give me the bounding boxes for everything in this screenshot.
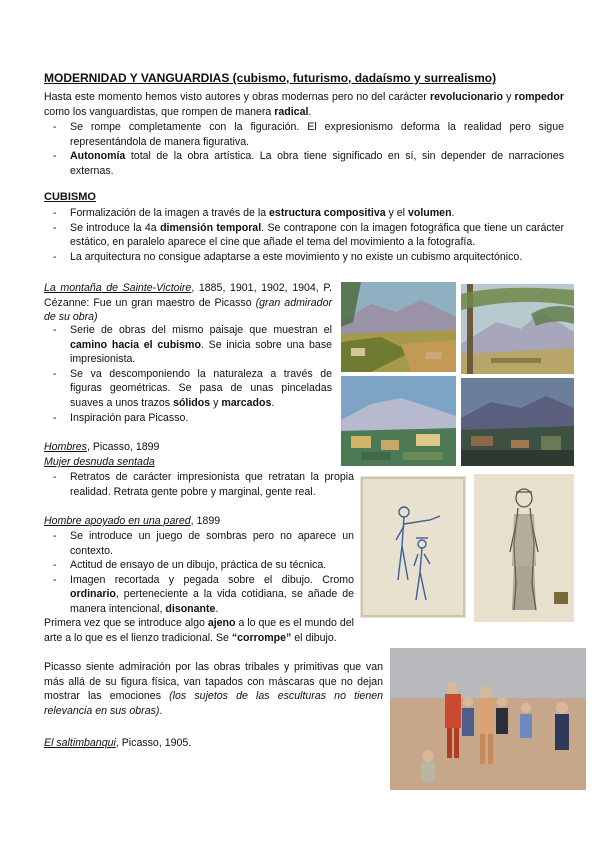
artwork-title: La montaña de Sainte-Victoire — [44, 282, 192, 294]
bold-term: Autonomía — [70, 150, 126, 163]
bold-term: volumen — [407, 207, 452, 219]
item-text: . — [451, 207, 455, 219]
bold-term: ajeno — [207, 617, 236, 629]
bold-term: dimensión temporal — [160, 221, 262, 234]
saltimbanqui-caption — [44, 736, 344, 751]
list-item: - Se rompe completamente con la figuración. El expresionismo deforma la realidad pero sigue representándola de manera figurativa. — [44, 120, 564, 149]
drawing-hombres — [360, 476, 466, 618]
item-text: Imagen recortada y pegada sobre el dibujo. Cromo — [70, 573, 354, 586]
section-heading-cubismo: CUBISMO — [44, 191, 96, 203]
item-text: Se va descomponiendo la naturaleza a través de figuras geométricas. Se pasa de unas pinceladas suaves a unos trazos — [70, 367, 332, 409]
caption-text: , Picasso, 1905. — [115, 737, 192, 749]
intro-text: . — [308, 105, 312, 118]
cubismo-bullet-list — [44, 206, 564, 264]
item-text: y — [210, 396, 222, 409]
item-text: . — [215, 602, 219, 615]
caption-text: , 1899 — [190, 515, 221, 527]
drawing-hombre-apoyado — [474, 474, 574, 622]
paragraph-text: a lo que es el mundo del arte a lo que es el lienzo tradicional. Se — [44, 617, 354, 644]
item-text: , perteneciente a la vida cotidiana, se añade de manera intencional, — [70, 588, 354, 615]
primera-vez-paragraph — [44, 616, 354, 645]
sainte-victoire-bullets — [44, 323, 332, 425]
item-text: Formalización de la imagen a través de la — [70, 207, 270, 219]
bold-term: marcados — [221, 396, 272, 409]
artwork-title: El saltimbanqui — [44, 737, 116, 749]
list-item — [44, 573, 354, 617]
bold-term: “corrompe” — [231, 631, 292, 644]
paragraph-text: el dibujo. — [291, 631, 337, 644]
intro-bold-rompedor: rompedor — [514, 91, 564, 103]
sainte-victoire-caption — [44, 281, 332, 325]
intro-text: como los vanguardistas, que rompen de manera — [44, 105, 275, 118]
item-text: Serie de obras del mismo paisaje que muestran el — [70, 324, 332, 336]
caption-text: , 1885, 1901, 1902, 1904, P. Cézanne: Fue un gran maestro de Picasso — [44, 282, 333, 309]
paragraph-text: Picasso siente admiración por las obras tribales y primitivas que van más allá de su figura física, van tapados con máscaras que no dejan mostrar las emociones — [44, 661, 383, 703]
list-item — [44, 221, 564, 250]
list-item — [44, 149, 564, 178]
paragraph-note: (los sujetos de las esculturas no tienen relevancia en sus obras) — [44, 690, 383, 717]
intro-text: y — [502, 91, 515, 103]
caption-note: (gran admirador de su obra) — [44, 296, 332, 324]
caption-text: , Picasso, 1899 — [86, 441, 160, 453]
hombre-apoyado-caption — [44, 514, 344, 529]
intro-text: Hasta este momento hemos visto autores y obras modernas pero no del carácter — [44, 91, 430, 103]
list-item — [44, 367, 332, 411]
intro-bullet-list — [44, 120, 564, 178]
bold-term: ordinario — [70, 588, 116, 601]
mujer-caption — [44, 455, 344, 470]
item-text: . Se inicia sobre una base impresionista. — [70, 338, 333, 366]
artwork-title: Mujer desnuda sentada — [44, 456, 155, 468]
painting-el-saltimbanqui — [390, 648, 586, 790]
painting-sainte-victoire-4 — [461, 378, 574, 466]
painting-sainte-victoire-3 — [341, 376, 456, 466]
picasso-admiracion-paragraph — [44, 660, 383, 718]
intro-bold-revolucionario: revolucionario — [429, 91, 503, 103]
intro-bold-radical: radical — [274, 105, 309, 118]
bold-term: estructura compositiva — [269, 207, 386, 219]
intro-paragraph — [44, 90, 564, 119]
item-text: . — [271, 396, 275, 409]
painting-sainte-victoire-2 — [461, 284, 574, 374]
list-item: - Inspiración para Picasso. — [44, 411, 332, 426]
paragraph-text: . — [159, 704, 163, 717]
painting-sainte-victoire-1 — [341, 282, 456, 372]
list-item: - Retratos de carácter impresionista que retratan la propia realidad. Retrata gente pobre y marginal, gente real. — [44, 470, 354, 499]
artwork-title: Hombre apoyado en una pared — [44, 515, 191, 527]
artwork-title: Hombres — [44, 441, 87, 453]
list-item: - Se introduce un juego de sombras pero no aparece un contexto. — [44, 529, 354, 558]
list-item — [44, 323, 332, 367]
hombres-caption — [44, 440, 344, 455]
page-title: MODERNIDAD Y VANGUARDIAS (cubismo, futurismo, dadaísmo y surrealismo) — [44, 71, 497, 85]
paragraph-text: Primera vez que se introduce algo — [44, 617, 208, 629]
item-text: . Se contrapone con la imagen fotográfica que tiene un carácter estático, en paralelo aparece el cine que añade el tema del movimiento a la fotografía. — [70, 221, 565, 249]
item-text: Se introduce la 4a — [70, 221, 161, 234]
item-text: total de la obra artística. La obra tiene significado en sí, sin depender de narraciones externas. — [70, 150, 564, 177]
list-item — [44, 206, 564, 221]
list-item: - Actitud de ensayo de un dibujo, práctica de su técnica. — [44, 558, 354, 573]
hombre-apoyado-bullets — [44, 529, 354, 617]
list-item: - La arquitectura no consigue adaptarse a este movimiento y no existe un cubismo arquitectónico. — [44, 250, 564, 265]
item-text: y el — [385, 207, 408, 219]
bold-term: camino hacia el cubismo — [70, 338, 201, 351]
bold-term: disonante — [165, 602, 216, 615]
hombres-bullets — [44, 470, 354, 499]
bold-term: sólidos — [173, 396, 211, 409]
